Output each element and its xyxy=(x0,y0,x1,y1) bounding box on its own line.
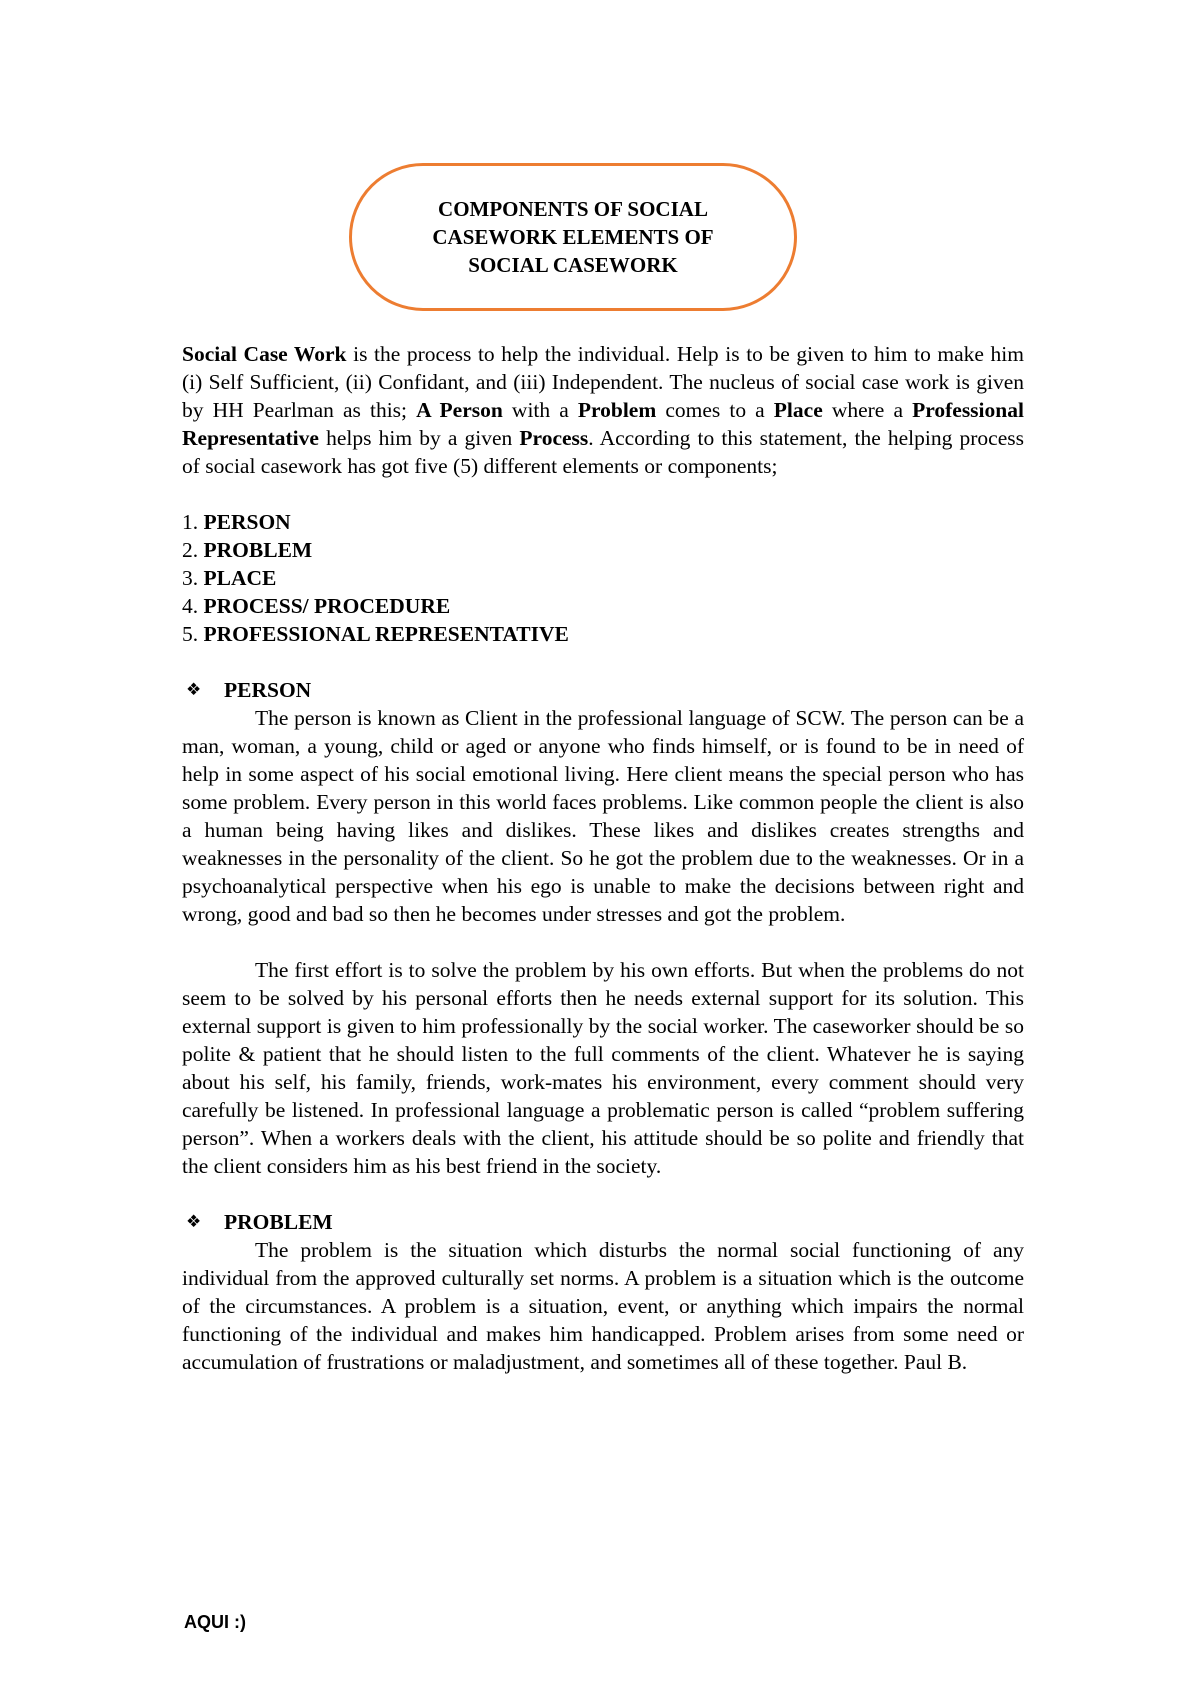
footer-text: AQUI :) xyxy=(184,1612,246,1632)
term-social-case-work: Social Case Work xyxy=(182,342,347,366)
document-body xyxy=(182,340,1024,1376)
components-list xyxy=(182,508,1024,648)
list-item: 4. PROCESS/ PROCEDURE xyxy=(182,594,451,618)
section-heading-person: ❖ PERSON xyxy=(186,678,312,702)
list-item: 1. PERSON xyxy=(182,510,291,534)
list-item: 5. PROFESSIONAL REPRESENTATIVE xyxy=(182,622,569,646)
diamond-bullet-icon: ❖ xyxy=(186,680,202,699)
problem-paragraph-1: The problem is the situation which disturbs the normal social functioning of any individual from the approved culturally set norms. A problem is a situation which is the outcome of the circumstances. A problem is a situation, event, or anything which impairs the normal functioning of the individual and makes him handicapped. Problem arises from some need or accumulation of frustrations or maladjustment, and sometimes all of these together. Paul B. xyxy=(182,1238,1024,1374)
person-paragraph-1: The person is known as Client in the professional language of SCW. The person can be a man, woman, a young, child or aged or anyone who finds himself, or is found to be in need of help in some aspect of his social emotional living. Here client means the special person who has some problem. Every person in this world faces problems. Like common people the client is also a human being having likes and dislikes. These likes and dislikes creates strengths and weaknesses in the personality of the client. So he got the problem due to the weaknesses. Or in a psychoanalytical perspective when his ego is unable to make the decisions between right and wrong, good and bad so then he becomes under stresses and got the problem. xyxy=(182,706,1024,926)
list-item: 3. PLACE xyxy=(182,566,277,590)
person-paragraph-2: The first effort is to solve the problem by his own efforts. But when the problems do not seem to be solved by his personal efforts then he needs external support for its solution. This external support is given to him professionally by the social worker. The caseworker should be so polite & patient that he should listen to the full comments of the client. Whatever he is saying about his self, his family, friends, work-mates his environment, every comment should very carefully be listened. In professional language a problematic person is called “problem suffering person”. When a workers deals with the client, his attitude should be so polite and friendly that the client considers him as his best friend in the society. xyxy=(182,958,1024,1178)
section-heading-problem: ❖ PROBLEM xyxy=(186,1210,333,1234)
title-line: COMPONENTS OF SOCIAL xyxy=(438,197,708,221)
list-item: 2. PROBLEM xyxy=(182,538,313,562)
title-line: SOCIAL CASEWORK xyxy=(468,253,678,277)
title-box xyxy=(349,163,797,311)
title-line: CASEWORK ELEMENTS OF xyxy=(432,225,714,249)
document-title xyxy=(403,195,743,279)
intro-paragraph: Social Case Work is the process to help the individual. Help is to be given to him to make him (i) Self Sufficient, (ii) Confidant, and (iii) Independent. The nucleus of social case work is given by HH Pearlman as this; A Person with a Problem comes to a Place where a Professional Representative helps him by a given Process. According to this statement, the helping process of social casework has got five (5) different elements or components; xyxy=(182,342,1025,478)
diamond-bullet-icon: ❖ xyxy=(186,1212,202,1231)
